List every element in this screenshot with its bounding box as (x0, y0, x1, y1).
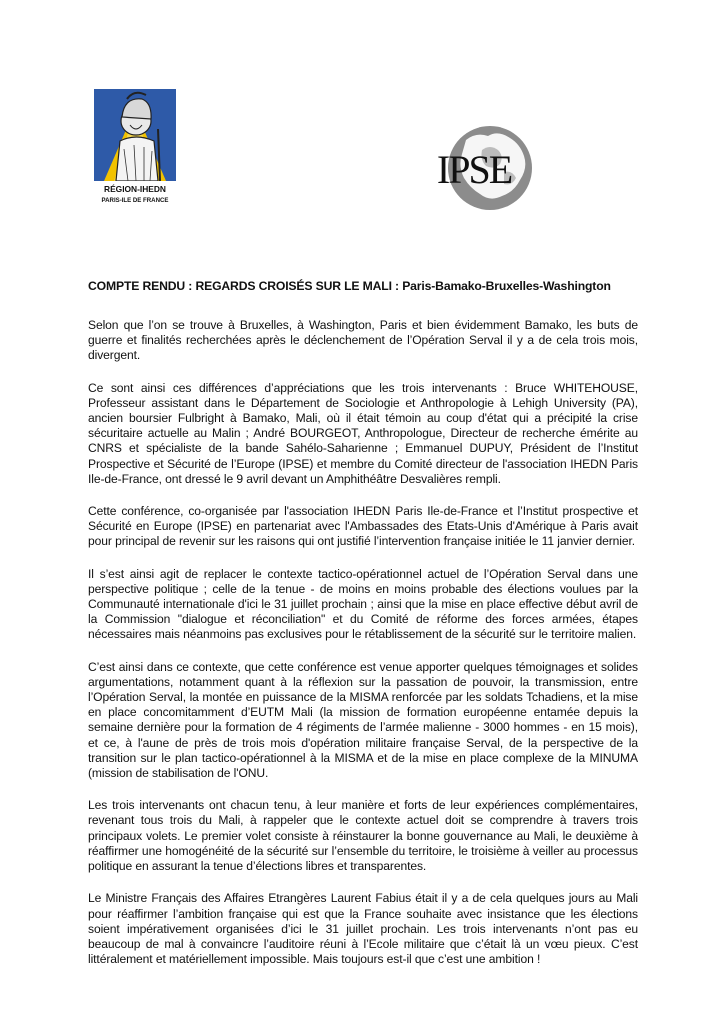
document-title: COMPTE RENDU : REGARDS CROISÉS SUR LE MALI : Paris-Bamako-Bruxelles-Washington (88, 279, 611, 293)
paragraph: Il s’est ainsi agit de replacer le contexte tactico-opérationnel actuel de l’Opération Serval dans une perspective politique ; celle de la tenue - de moins en moins probable des élections voulues par la Communauté internationale d'ici le 31 juillet prochain ; ainsi que la mise en place effective début avril de la Commission "dialogue et réconciliation" et du Comité de réforme des forces armées, étapes nécessaires mais néanmoins pas exclusives pour le rétablissement de la sécurité sur le territoire malien. (88, 566, 638, 642)
ihedn-logo-image (94, 89, 176, 207)
paragraph: Les trois intervenants ont chacun tenu, à leur manière et forts de leur expériences complémentaires, revenant tous trois du Mali, à rappeler que le contexte actuel doit se comprendre à travers trois principaux volets. Le premier volet consiste à réinstaurer la bonne gouvernance au Mali, le deuxième à réaffirmer une homogénéité de la sécurité sur l’ensemble du territoire, le troisième à veiller au processus politique en assurant la tenue d’élections libres et transparentes. (88, 798, 638, 874)
ipse-logo-text: IPSE (436, 147, 512, 192)
ihedn-logo-line1: RÉGION-IHEDN (104, 184, 166, 194)
ipse-logo-image (424, 122, 538, 218)
paragraph: Le Ministre Français des Affaires Etrangères Laurent Fabius était il y a de cela quelques jours au Mali pour réaffirmer l’ambition française qui est que la France souhaite avec insistance que les élections soient impérativement organisées d’ici le 31 juillet prochain. Les trois intervenants n’ont pas eu beaucoup de mal à convaincre l’auditoire réuni à l’Ecole militaire que c’était là un vœu pieux. C’est littéralement et matériellement impossible. Mais toujours est-il que c’est une ambition ! (88, 891, 638, 967)
paragraph: Cette conférence, co-organisée par l'association IHEDN Paris Ile-de-France et l’Institut prospective et Sécurité en Europe (IPSE) en partenariat avec l'Ambassades des Etats-Unis d'Amérique à Paris avait pour principal de revenir sur les raisons qui ont justifié l’intervention française initiée le 11 janvier dernier. (88, 504, 638, 549)
paragraph: Ce sont ainsi ces différences d’appréciations que les trois intervenants : Bruce WHITEHOUSE, Professeur assistant dans le Département de Sociologie et Anthropologie à Lehigh University (PA), ancien boursier Fulbright à Bamako, Mali, où il était témoin au coup d'état qui a précipité la crise sécuritaire actuelle au Malin ; André BOURGEOT, Anthropologue, Directeur de recherche émérite au CNRS et spécialiste de la bande Sahélo-Saharienne ; Emmanuel DUPUY, Président de l’Institut Prospective et Sécurité de l’Europe (IPSE) et membre du Comité directeur de l'association IHEDN Paris Ile-de-France, ont dressé le 9 avril devant un Amphithéâtre Desvalières rempli. (88, 380, 638, 486)
paragraph: Selon que l’on se trouve à Bruxelles, à Washington, Paris et bien évidemment Bamako, les buts de guerre et finalités recherchées après le déclenchement de l’Opération Serval il y a de cela trois mois, divergent. (88, 318, 638, 363)
paragraph: C’est ainsi dans ce contexte, que cette conférence est venue apporter quelques témoignages et solides argumentations, notamment quant à la réflexion sur la passation de pouvoir, la transmission, entre l’Opération Serval, la montée en puissance de la MISMA renforcée par les soldats Tchadiens, et la mise en place concomitamment d’EUTM Mali (la mission de formation européenne entamée depuis la semaine dernière pour la formation de 4 régiments de l’armée malienne - 3000 hommes - en 15 mois), et ce, à l'aune de près de trois mois d'opération militaire française Serval, de la perspective de la transition sur le plan tactico-opérationnel à la MISMA et de la mise en place complexe de la MINUMA (mission de stabilisation de l'ONU. (88, 659, 638, 781)
document-body (88, 318, 638, 984)
ihedn-logo-line2: PARIS-ILE DE FRANCE (101, 197, 169, 204)
ihedn-region-logo (94, 89, 176, 207)
ipse-logo (424, 122, 538, 218)
